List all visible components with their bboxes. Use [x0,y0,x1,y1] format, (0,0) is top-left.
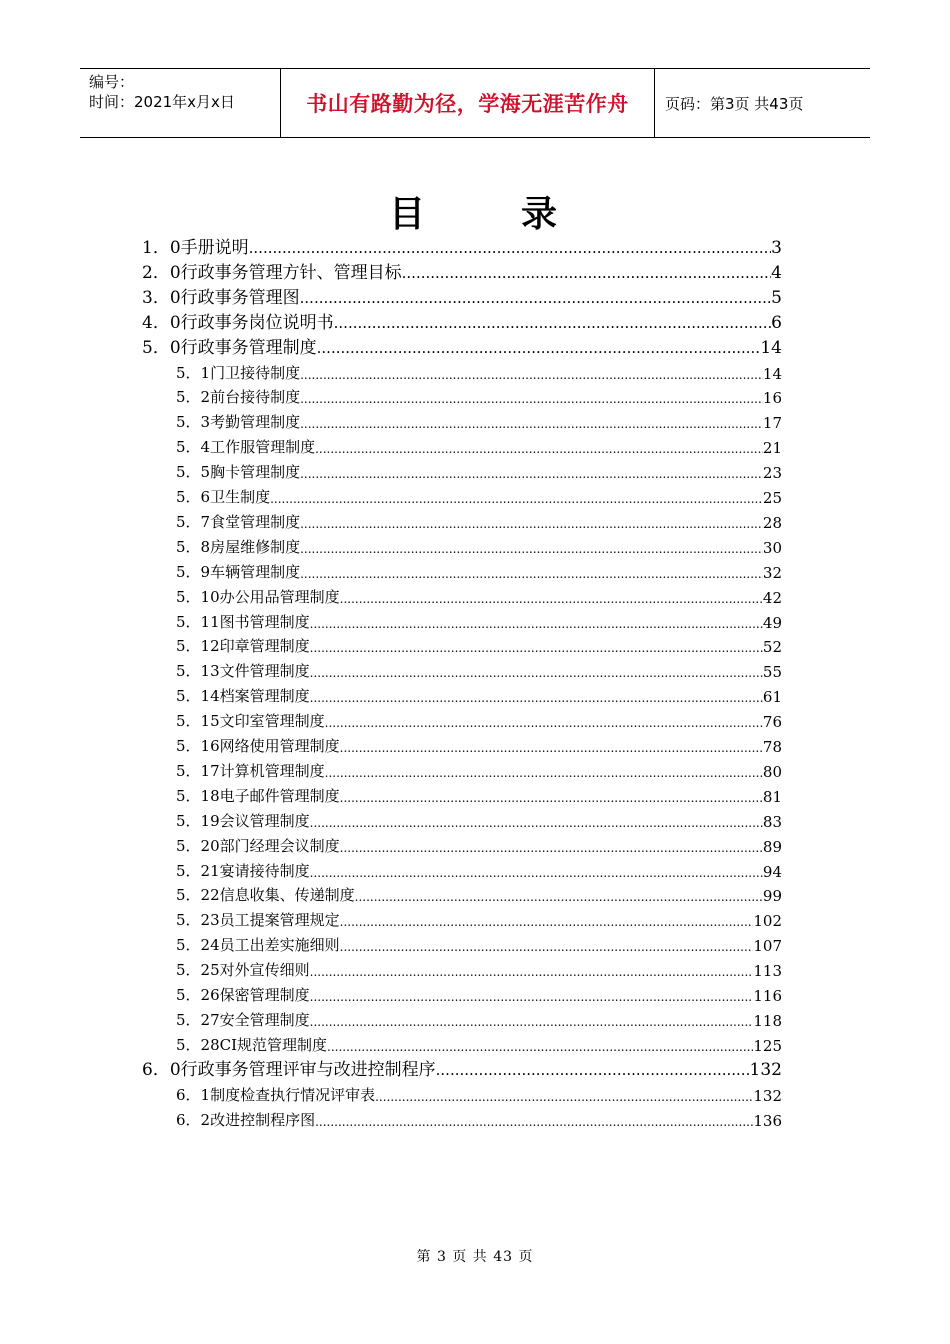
toc-leader-dots [300,514,763,532]
toc-entry[interactable] [176,358,782,383]
toc-entry[interactable] [176,955,782,980]
toc-entry-label: 5．15文印室管理制度 [176,712,325,731]
toc-entry-label: 2．0行政事务管理方针、管理目标 [142,262,402,283]
toc-entry[interactable] [176,756,782,781]
toc-leader-dots [300,414,763,432]
toc-entry-page: 61 [762,688,782,707]
toc-entry-page: 118 [753,1011,782,1030]
toc-leader-dots [436,1060,750,1080]
toc-entry[interactable] [176,432,782,457]
toc-leader-dots [340,838,763,856]
toc-entry-label: 5．4工作服管理制度 [176,438,316,457]
toc-entry-page: 107 [753,937,782,956]
toc-entry-label: 4．0行政事务岗位说明书 [142,312,334,333]
toc-leader-dots [315,439,763,457]
toc-leader-dots [300,389,763,407]
toc-entry-label: 5．21宴请接待制度 [176,861,310,880]
toc-leader-dots [300,539,763,557]
toc-entry-label: 5．24员工出差实施细则 [176,936,340,955]
toc-leader-dots [340,738,763,756]
toc-entry-label: 1．0手册说明 [142,238,249,258]
toc-entry[interactable] [176,781,782,806]
toc-entry-label: 6．0行政事务管理评审与改进控制程序 [142,1059,436,1080]
toc-entry[interactable] [176,482,782,507]
toc-entry[interactable] [176,607,782,632]
toc-entry[interactable] [176,930,782,955]
toc-entry-label: 3．0行政事务管理图 [142,287,300,308]
toc-entry-label: 5．23员工提案管理规定 [176,911,340,930]
toc-entry[interactable] [176,681,782,706]
toc-leader-dots [310,663,763,681]
toc-leader-dots [310,688,763,706]
toc-entry-page: 16 [762,389,782,408]
toc-entry[interactable] [142,308,782,333]
toc-entry[interactable] [142,283,782,308]
toc-entry-page: 81 [762,787,782,806]
toc-leader-dots [375,1087,753,1105]
toc-leader-dots [340,912,754,930]
toc-entry-label: 5．17计算机管理制度 [176,761,325,780]
toc-entry-page: 132 [753,1086,782,1105]
header-page-info: 页码：第3页 共43页 [665,94,804,113]
toc-entry-page: 78 [762,738,782,756]
toc-entry-label: 5．9车辆管理制度 [176,562,301,581]
page-title [0,186,950,237]
toc-entry-page: 102 [753,912,782,931]
toc-leader-dots [300,564,763,582]
toc-leader-dots [325,763,763,781]
toc-entry-label: 5．7食堂管理制度 [176,512,301,531]
toc-leader-dots [340,788,763,806]
toc-entry[interactable] [176,980,782,1005]
toc-entry-label: 5．19会议管理制度 [176,811,310,830]
toc-entry[interactable] [176,731,782,756]
toc-entry-page: 30 [762,538,782,557]
toc-leader-dots [310,987,754,1005]
toc-entry-page: 32 [762,563,782,582]
title-char-left: 目 [388,194,429,235]
toc-entry[interactable] [176,1080,782,1105]
toc-entry-page: 25 [762,489,782,507]
title-char-right: 录 [521,194,562,235]
toc-entry-label: 5．18电子邮件管理制度 [176,786,340,805]
toc-entry-label: 6．2改进控制程序图 [176,1110,316,1129]
toc-leader-dots [310,614,763,632]
toc-entry-label: 5．13文件管理制度 [176,662,310,681]
toc-entry-page: 17 [762,414,782,433]
toc-entry-page: 49 [762,613,782,632]
toc-entry-page: 21 [762,439,782,458]
toc-entry-page: 99 [762,887,782,906]
toc-leader-dots [310,638,763,656]
toc-entry-page: 3 [771,238,782,258]
toc-entry[interactable] [176,507,782,532]
toc-entry[interactable] [176,905,782,930]
toc-leader-dots [325,713,763,731]
toc-entry-label: 5．2前台接待制度 [176,388,301,407]
toc-entry-label: 5．28CI规范管理制度 [176,1035,328,1054]
toc-leader-dots [334,313,772,333]
toc-entry[interactable] [176,631,782,656]
page-footer: 第 3 页 共 43 页 [416,1249,534,1265]
toc-entry-label: 5．8房屋维修制度 [176,537,301,556]
toc-leader-dots [300,365,763,383]
toc-entry-page: 136 [753,1111,782,1130]
toc-entry-label: 5．3考勤管理制度 [176,413,301,432]
toc-entry-label: 5．1门卫接待制度 [176,363,301,382]
toc-entry-page: 23 [762,464,782,483]
toc-entry[interactable] [176,806,782,831]
toc-entry-label: 5．25对外宣传细则 [176,961,310,980]
toc-entry[interactable] [142,333,782,358]
toc-entry-page: 6 [771,312,782,333]
toc-entry[interactable] [176,856,782,881]
toc-entry[interactable] [176,582,782,607]
toc-leader-dots [315,1112,753,1130]
toc-entry-page: 14 [762,364,782,383]
toc-entry-page: 76 [762,713,782,732]
toc-entry-label: 6．1制度检查执行情况评审表 [176,1085,376,1104]
toc-entry-page: 14 [760,337,782,358]
toc-entry[interactable] [176,557,782,582]
toc-entry-label: 5．12印章管理制度 [176,637,310,656]
toc-leader-dots [310,813,763,831]
toc-entry[interactable] [176,407,782,432]
header-motto: 书山有路勤为径，学海无涯苦作舟 [281,69,655,137]
toc-leader-dots [300,288,772,308]
toc-entry-label: 5．22信息收集、传递制度 [176,886,355,905]
toc-entry[interactable] [142,1055,782,1080]
toc-entry[interactable] [176,831,782,856]
toc-entry-page: 80 [762,762,782,781]
toc-entry-page: 125 [753,1036,782,1055]
toc-entry-page: 83 [762,812,782,831]
toc-entry-label: 5．27安全管理制度 [176,1010,310,1029]
header-meta [80,69,281,137]
toc-entry[interactable] [176,1105,782,1130]
toc-entry-label: 5．16网络使用管理制度 [176,737,340,755]
toc-leader-dots [300,464,763,482]
toc-leader-dots [355,887,763,905]
toc-leader-dots [249,238,772,258]
toc-entry[interactable] [176,1005,782,1030]
toc-entry-label: 5．14档案管理制度 [176,687,310,706]
toc-entry[interactable] [176,880,782,905]
page-header [80,68,870,138]
toc-entry-page: 132 [749,1059,782,1080]
toc-leader-dots [270,489,763,507]
toc-entry[interactable] [176,706,782,731]
toc-entry-page: 28 [762,513,782,532]
document-number-label: 编号： [89,73,135,91]
toc-leader-dots [327,1037,753,1055]
toc-entry-page: 113 [753,962,782,981]
toc-leader-dots [310,1012,754,1030]
document-time-label: 时间：2021年x月x日 [89,93,235,111]
toc-leader-dots [402,263,772,283]
toc-entry-page: 52 [762,638,782,657]
toc-entry-page: 116 [753,987,782,1005]
toc-entry[interactable] [176,532,782,557]
toc-leader-dots [340,937,754,955]
toc-entry-label: 5．5胸卡管理制度 [176,463,301,482]
toc-leader-dots [310,962,754,980]
toc-entry-page: 5 [771,287,782,308]
toc-entry[interactable] [176,1030,782,1055]
toc-leader-dots [310,863,763,881]
toc-entry[interactable] [142,233,782,258]
toc-entry-page: 89 [762,837,782,856]
toc-entry-label: 5．26保密管理制度 [176,986,310,1004]
toc-entry-label: 5．20部门经理会议制度 [176,836,340,855]
toc-entry-page: 55 [762,663,782,682]
toc-entry-page: 4 [771,262,782,283]
toc-entry[interactable] [142,258,782,283]
toc-entry[interactable] [176,457,782,482]
toc-entry-label: 5．10办公用品管理制度 [176,587,340,606]
toc-entry-label: 5．6卫生制度 [176,488,271,506]
toc-entry-page: 94 [762,862,782,881]
toc-entry[interactable] [176,656,782,681]
toc-entry[interactable] [176,382,782,407]
toc-entry-label: 5．0行政事务管理制度 [142,337,317,358]
toc-leader-dots [317,338,761,358]
toc-entry-page: 42 [762,588,782,607]
toc-leader-dots [340,589,763,607]
toc-entry-label: 5．11图书管理制度 [176,612,310,631]
